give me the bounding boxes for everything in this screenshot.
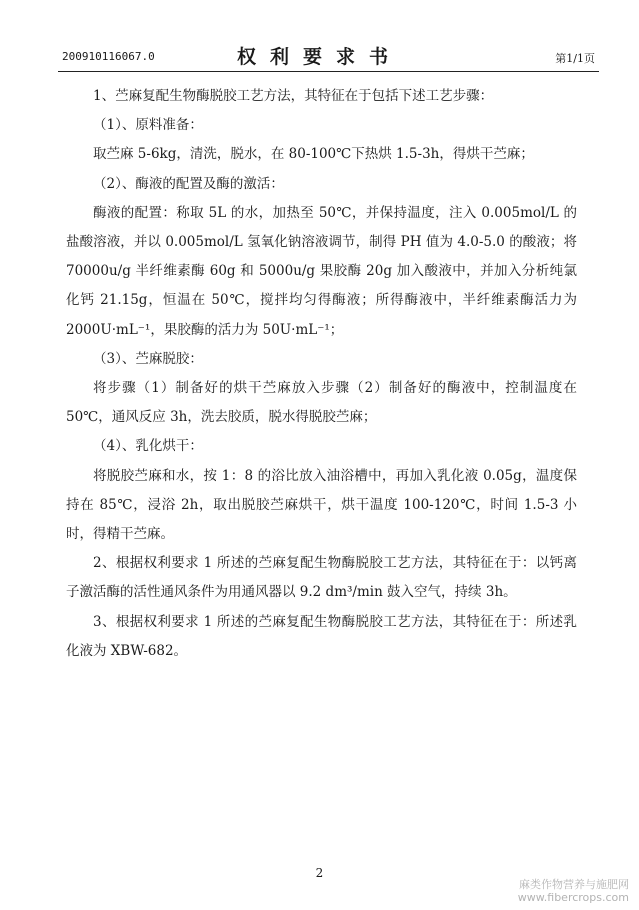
watermark-line-2: www.fibercrops.com <box>517 891 629 904</box>
claim-1-step-1-title: （1）、原料准备： <box>93 117 203 134</box>
claims-body <box>66 82 577 666</box>
header-divider <box>58 71 599 72</box>
document-title: 权利要求书 <box>236 46 402 68</box>
page-number: 2 <box>315 866 324 880</box>
claim-1-intro: 1、苎麻复配生物酶脱胶工艺方法，其特征在于包括下述工艺步骤： <box>93 88 494 104</box>
page-info: 第1/1页 <box>555 52 595 65</box>
claim-3: 3、根据权利要求 1 所述的苎麻复配生物酶脱胶工艺方法，其特征在于：所述乳化液为 XBW-682。 <box>66 613 577 659</box>
claim-1-step-3-title: （3）、苎麻脱胶： <box>93 350 203 367</box>
claim-1-step-2-title: （2）、酶液的配置及酶的激活： <box>93 175 284 192</box>
claim-2: 2、根据权利要求 1 所述的苎麻复配生物酶脱胶工艺方法，其特征在于：以钙离子激活酶的活性通风条件为用通风器以 9.2 dm³/min 鼓入空气，持续 3h。 <box>66 555 577 601</box>
claim-1-step-4-text: 将脱胶苎麻和水，按 1：8 的浴比放入油浴槽中，再加入乳化液 0.05g，温度保持在 85℃，浸浴 2h，取出脱胶苎麻烘干，烘干温度 100-120℃，时间 1.5-3 小时，得精干苎麻。 <box>66 467 577 543</box>
application-number: 200910116067.0 <box>62 50 155 63</box>
claim-1-step-1-text: 取苎麻 5-6kg，清洗，脱水，在 80-100℃下热烘 1.5-3h，得烘干苎麻； <box>93 146 534 163</box>
claim-1-step-4-title: （4）、乳化烘干： <box>93 438 203 455</box>
watermark <box>518 878 629 904</box>
watermark-line-1: 麻类作物营养与施肥网 <box>519 878 629 891</box>
claim-1-step-3-text: 将步骤（1）制备好的烘干苎麻放入步骤（2）制备好的酶液中，控制温度在 50℃，通风反应 3h，洗去胶质，脱水得脱胶苎麻； <box>66 380 577 426</box>
claim-1-step-2-text: 酶液的配置：称取 5L 的水，加热至 50℃，并保持温度，注入 0.005mol/L 的 盐酸溶液，并以 0.005mol/L 氢氧化钠溶液调节，制得 PH 值为 4.0-5.0 的酸液；将 70000u/g 半纤维素酶 60g 和 5000u/g 果胶酶 20g 加入酸液中，并加入分析纯氯化钙 21.15g，恒温在 50℃，搅拌均匀得酶液；所得酶液中，半纤维素酶活力为 2000U·mL⁻¹，果胶酶的活力为 50U·mL⁻¹； <box>66 204 577 338</box>
